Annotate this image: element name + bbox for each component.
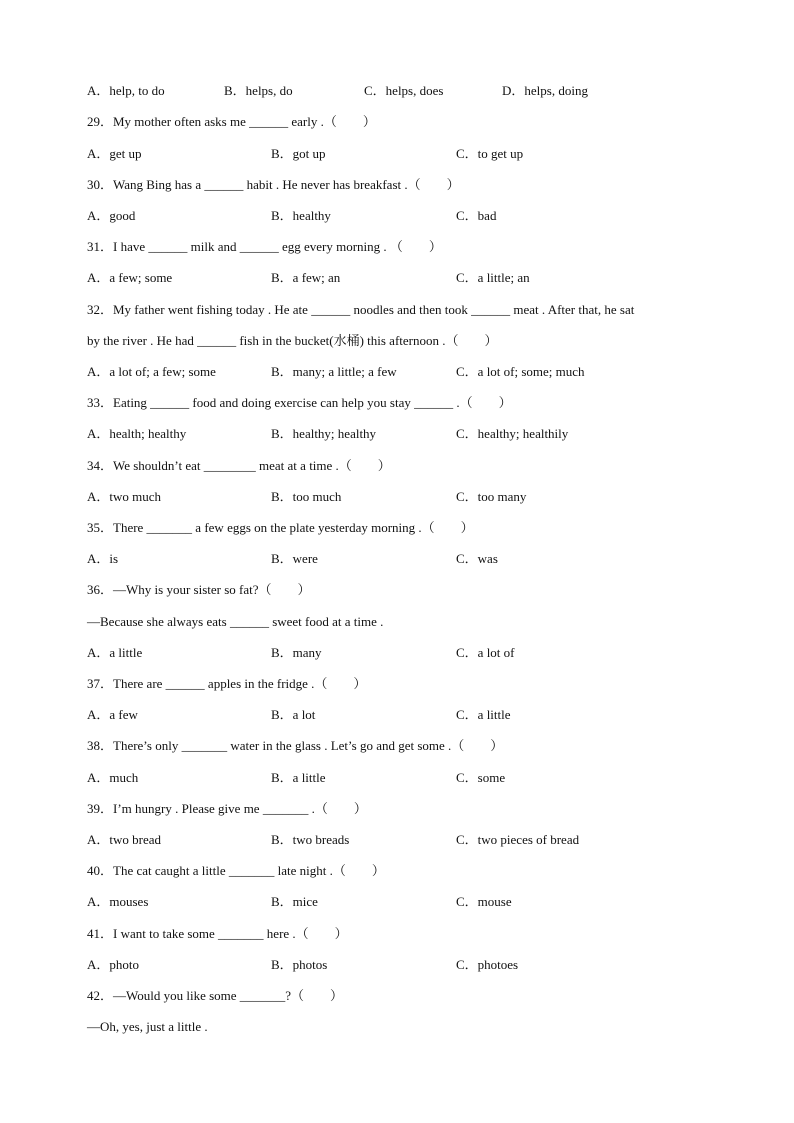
answer-option: B．many; a little; a few bbox=[271, 364, 397, 379]
question-line: by the river . He had ______ fish in the bucket(水桶) this afternoon .（ ） bbox=[87, 333, 498, 348]
answer-option: B．too much bbox=[271, 489, 342, 504]
answer-option: C．healthy; healthily bbox=[456, 426, 569, 441]
question-line: 31．I have ______ milk and ______ egg every morning . （ ） bbox=[87, 239, 442, 254]
answer-option: C．a lot of bbox=[456, 645, 515, 660]
answer-option: B．mice bbox=[271, 894, 318, 909]
question-line: 32．My father went fishing today . He ate ______ noodles and then took ______ meat . After that, he sat bbox=[87, 302, 635, 317]
answer-option: C．bad bbox=[456, 208, 497, 223]
answer-option: A．photo bbox=[87, 957, 140, 972]
answer-option: B．were bbox=[271, 551, 318, 566]
answer-option: A．a little bbox=[87, 645, 143, 660]
answer-option: C．photoes bbox=[456, 957, 519, 972]
question-line: —Oh, yes, just a little . bbox=[87, 1019, 208, 1034]
question-line: 42．—Would you like some _______?（ ） bbox=[87, 988, 344, 1003]
answer-option: A．is bbox=[87, 551, 119, 566]
answer-option: A．mouses bbox=[87, 894, 149, 909]
answer-option: A．help, to do bbox=[87, 83, 165, 98]
answer-option: C．a little bbox=[456, 707, 511, 722]
question-line: 29．My mother often asks me ______ early .（ ） bbox=[87, 114, 376, 129]
answer-option: D．helps, doing bbox=[502, 83, 588, 98]
answer-option: A．a few bbox=[87, 707, 138, 722]
question-line: 34．We shouldn’t eat ________ meat at a time .（ ） bbox=[87, 458, 391, 473]
question-line: 39．I’m hungry . Please give me _______ .（ ） bbox=[87, 801, 367, 816]
answer-option: A．a few; some bbox=[87, 270, 173, 285]
answer-option: B．healthy; healthy bbox=[271, 426, 377, 441]
answer-option: B．photos bbox=[271, 957, 328, 972]
answer-option: C．a lot of; some; much bbox=[456, 364, 585, 379]
answer-option: A．health; healthy bbox=[87, 426, 187, 441]
answer-option: B．got up bbox=[271, 146, 326, 161]
answer-option: B．a few; an bbox=[271, 270, 341, 285]
answer-option: B．a little bbox=[271, 770, 326, 785]
answer-option: C．two pieces of bread bbox=[456, 832, 580, 847]
question-line: 38．There’s only _______ water in the glass . Let’s go and get some .（ ） bbox=[87, 738, 504, 753]
answer-option: C．helps, does bbox=[364, 83, 444, 98]
question-line: 37．There are ______ apples in the fridge .（ ） bbox=[87, 676, 367, 691]
question-line: —Because she always eats ______ sweet food at a time . bbox=[87, 614, 384, 629]
answer-option: C．was bbox=[456, 551, 498, 566]
answer-option: C．a little; an bbox=[456, 270, 530, 285]
answer-option: C．mouse bbox=[456, 894, 512, 909]
question-line: 30．Wang Bing has a ______ habit . He never has breakfast .（ ） bbox=[87, 177, 460, 192]
answer-option: B．healthy bbox=[271, 208, 331, 223]
answer-option: A．get up bbox=[87, 146, 142, 161]
question-line: 35．There _______ a few eggs on the plate yesterday morning .（ ） bbox=[87, 520, 474, 535]
answer-option: A．two much bbox=[87, 489, 162, 504]
answer-option: A．good bbox=[87, 208, 136, 223]
question-line: 36．—Why is your sister so fat?（ ） bbox=[87, 582, 311, 597]
question-line: 33．Eating ______ food and doing exercise can help you stay ______ .（ ） bbox=[87, 395, 512, 410]
answer-option: C．to get up bbox=[456, 146, 524, 161]
answer-option: B．a lot bbox=[271, 707, 316, 722]
answer-option: A．a lot of; a few; some bbox=[87, 364, 216, 379]
answer-option: A．much bbox=[87, 770, 139, 785]
answer-option: A．two bread bbox=[87, 832, 162, 847]
answer-option: C．too many bbox=[456, 489, 527, 504]
answer-option: C．some bbox=[456, 770, 506, 785]
question-line: 41．I want to take some _______ here .（ ） bbox=[87, 926, 348, 941]
answer-option: B．helps, do bbox=[224, 83, 293, 98]
answer-option: B．two breads bbox=[271, 832, 350, 847]
question-line: 40．The cat caught a little _______ late night .（ ） bbox=[87, 863, 385, 878]
answer-option: B．many bbox=[271, 645, 322, 660]
